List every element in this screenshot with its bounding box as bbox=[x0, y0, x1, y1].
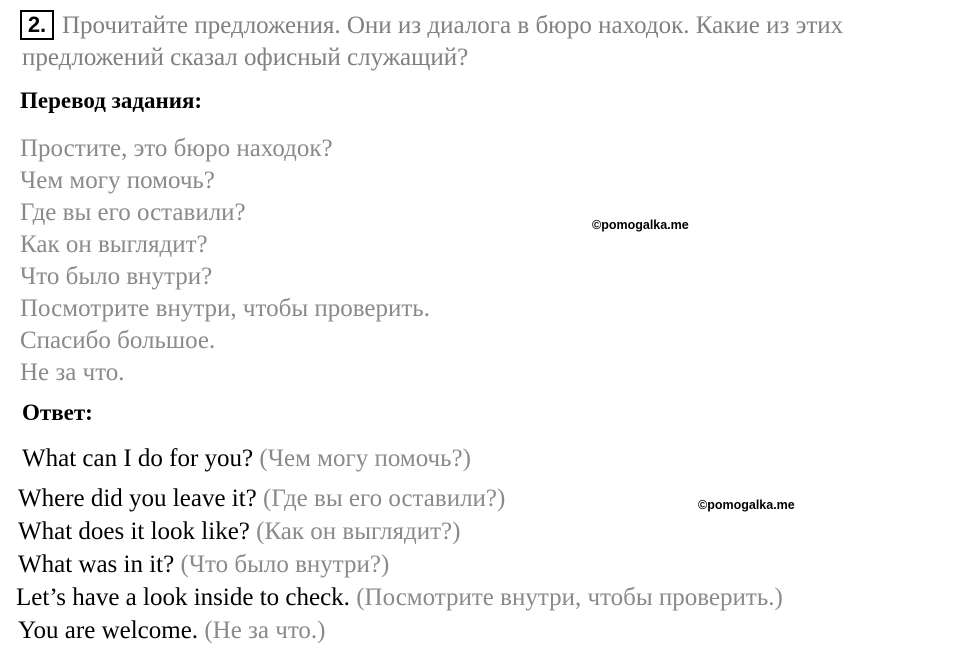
translation-line: Простите, это бюро находок? bbox=[20, 135, 333, 162]
translation-line: Спасибо большое. bbox=[20, 327, 216, 354]
task-text: Прочитайте предложения. Они из диалога в бюро находок. Какие из этих предложений сказал офисный служащий? bbox=[22, 12, 844, 71]
watermark: ©pomogalka.me bbox=[698, 498, 795, 512]
translation-heading: Перевод задания: bbox=[20, 88, 203, 113]
answer-translation: (Посмотрите внутри, чтобы проверить.) bbox=[356, 584, 783, 611]
translation-line: Что было внутри? bbox=[20, 263, 213, 290]
translation-line: Посмотрите внутри, чтобы проверить. bbox=[20, 295, 430, 322]
answer-translation: (Как он выглядит?) bbox=[256, 518, 461, 545]
answer-line bbox=[22, 445, 471, 473]
translation-line: Чем могу помочь? bbox=[20, 167, 215, 194]
answer-line bbox=[18, 617, 326, 645]
answer-heading: Ответ: bbox=[22, 400, 93, 425]
answer-english: Where did you leave it? bbox=[18, 485, 257, 512]
answer-translation: (Что было внутри?) bbox=[180, 551, 390, 578]
answer-line bbox=[18, 485, 505, 513]
answer-translation: (Не за что.) bbox=[204, 617, 326, 644]
answer-english: You are welcome. bbox=[18, 617, 199, 644]
answer-english: Let’s have a look inside to check. bbox=[16, 584, 350, 611]
answer-line bbox=[16, 584, 783, 612]
task-number-badge: 2. bbox=[20, 10, 54, 40]
answer-line bbox=[18, 551, 389, 579]
answer-english: What can I do for you? bbox=[22, 445, 254, 472]
answer-translation: (Чем могу помочь?) bbox=[259, 445, 471, 472]
answer-line bbox=[18, 518, 460, 546]
translation-line: Где вы его оставили? bbox=[20, 199, 246, 226]
answer-english: What does it look like? bbox=[18, 518, 250, 545]
translation-line: Как он выглядит? bbox=[20, 231, 208, 258]
watermark: ©pomogalka.me bbox=[592, 218, 689, 232]
translation-list bbox=[20, 133, 430, 389]
translation-line: Не за что. bbox=[20, 359, 125, 386]
answer-translation: (Где вы его оставили?) bbox=[263, 485, 506, 512]
answer-english: What was in it? bbox=[18, 551, 175, 578]
